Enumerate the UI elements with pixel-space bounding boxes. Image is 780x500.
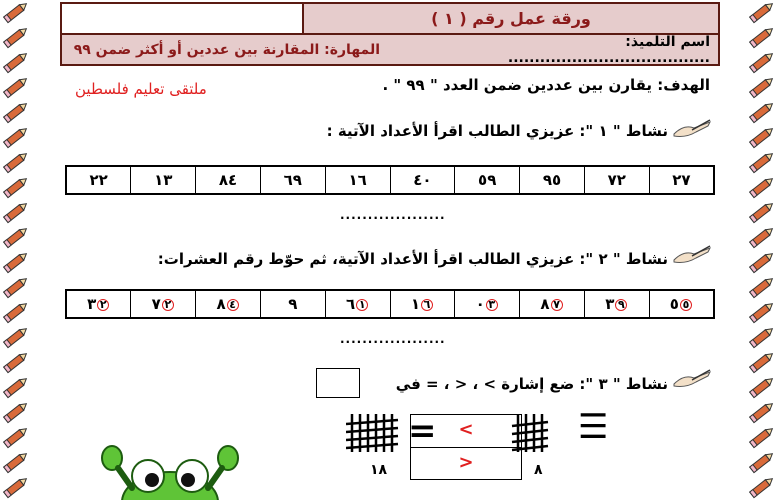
activity-1-title: نشاط " ١ ": عزيزي الطالب اقرأ الأعداد الآتية : <box>326 122 668 140</box>
number-cell[interactable] <box>260 290 325 318</box>
comparison-sign-2[interactable]: > <box>411 447 521 479</box>
pencil-icon <box>0 475 30 500</box>
units-digit: ٥ <box>669 295 679 313</box>
tens-digit: ٣ <box>486 299 498 311</box>
left-pencil-border <box>0 0 34 500</box>
pencil-icon <box>0 450 30 475</box>
units-digit: ٦ <box>346 295 356 313</box>
frog-mascot-icon <box>100 440 240 500</box>
pencil-icon <box>0 100 30 125</box>
student-name-label: اسم التلميذ: ...................................... <box>507 33 710 66</box>
number-cell: ٥٩ <box>455 166 520 194</box>
writing-hand-icon <box>672 368 712 390</box>
number-cell[interactable] <box>649 290 714 318</box>
pencil-icon <box>0 0 30 25</box>
pencil-icon <box>0 25 30 50</box>
pencil-icon <box>0 50 30 75</box>
units-digit: ٧ <box>151 295 161 313</box>
pencil-icon <box>746 50 776 75</box>
pencil-icon <box>746 25 776 50</box>
tens-digit: ٧ <box>551 299 563 311</box>
activity-2-numbers-table <box>65 289 715 319</box>
pencil-icon <box>746 200 776 225</box>
worksheet <box>40 0 740 500</box>
tally-count-left: ١٨ <box>370 462 388 478</box>
pencil-icon <box>0 200 30 225</box>
pencil-icon <box>0 125 30 150</box>
worksheet-header <box>60 2 720 66</box>
number-cell[interactable] <box>325 290 390 318</box>
pencil-icon <box>746 250 776 275</box>
equals-symbol: = <box>408 411 437 451</box>
number-cell: ٢٢ <box>66 166 131 194</box>
pencil-icon <box>0 300 30 325</box>
tens-digit: ٢ <box>97 299 109 311</box>
writing-hand-icon <box>672 118 712 140</box>
number-cell[interactable] <box>196 290 261 318</box>
worksheet-title: ورقة عمل رقم ( ١ ) <box>304 4 718 33</box>
pencil-icon <box>746 375 776 400</box>
tens-digit: ٥ <box>680 299 692 311</box>
tens-digit: ٤ <box>227 299 239 311</box>
right-pencil-border <box>746 0 780 500</box>
pencil-icon <box>0 400 30 425</box>
example-answer-box <box>316 368 360 398</box>
forum-credit: ملتقى تعليم فلسطين <box>75 80 207 98</box>
tally-count-right: ٨ <box>534 462 543 478</box>
pencil-icon <box>0 75 30 100</box>
number-cell[interactable] <box>584 290 649 318</box>
pencil-icon <box>746 175 776 200</box>
number-cell: ٤٠ <box>390 166 455 194</box>
pencil-icon <box>0 425 30 450</box>
pencil-icon <box>746 425 776 450</box>
pencil-icon <box>0 375 30 400</box>
number-cell: ١٦ <box>325 166 390 194</box>
units-digit: ٠ <box>475 295 485 313</box>
number-cell: ٨٤ <box>196 166 261 194</box>
pencil-icon <box>746 0 776 25</box>
tally-extra-marks: ☰ <box>578 407 609 447</box>
units-digit: ٨ <box>216 295 226 313</box>
pencil-icon <box>746 400 776 425</box>
number-cell[interactable] <box>455 290 520 318</box>
pencil-icon <box>0 150 30 175</box>
tens-digit: ٦ <box>421 299 433 311</box>
pencil-icon <box>746 450 776 475</box>
pencil-icon <box>746 150 776 175</box>
activity-2-title: نشاط " ٢ ": عزيزي الطالب اقرأ الأعداد الآتية، ثم حوّط رقم العشرات: <box>157 250 668 268</box>
units-digit: ١ <box>410 295 420 313</box>
units-digit: ٣ <box>87 295 97 313</box>
tally-marks-left <box>346 410 410 456</box>
pencil-icon <box>746 100 776 125</box>
pencil-icon <box>0 275 30 300</box>
tens-digit: ٩ <box>615 299 627 311</box>
pencil-icon <box>746 475 776 500</box>
pencil-icon <box>746 275 776 300</box>
pencil-icon <box>746 75 776 100</box>
tens-digit: ٢ <box>162 299 174 311</box>
number-cell: ٦٩ <box>260 166 325 194</box>
activity-3-title: نشاط " ٣ ": ضع إشارة > ، < ، = في <box>395 375 668 393</box>
number-cell: ٧٢ <box>584 166 649 194</box>
writing-hand-icon <box>672 244 712 266</box>
units-digit: ٣ <box>605 295 615 313</box>
separator-dots: ................... <box>340 332 446 346</box>
number-cell: ١٣ <box>131 166 196 194</box>
number-cell: ٢٧ <box>649 166 714 194</box>
skill-label: المهارة: المقارنة بين عددين أو أكثر ضمن ٩٩ <box>73 41 380 58</box>
pencil-icon <box>746 225 776 250</box>
separator-dots: ................... <box>340 208 446 222</box>
pencil-icon <box>0 325 30 350</box>
goal-text: الهدف: يقارن بين عددين ضمن العدد " ٩٩ " . <box>382 76 710 94</box>
number-cell[interactable] <box>390 290 455 318</box>
header-blank-cell <box>62 4 304 33</box>
tens-digit: ١ <box>356 299 368 311</box>
units-digit: ٨ <box>540 295 550 313</box>
pencil-icon <box>746 325 776 350</box>
pencil-icon <box>746 300 776 325</box>
pencil-icon <box>0 250 30 275</box>
number-cell[interactable] <box>520 290 585 318</box>
pencil-icon <box>0 225 30 250</box>
pencil-icon <box>0 175 30 200</box>
number-cell[interactable] <box>131 290 196 318</box>
number-cell[interactable] <box>66 290 131 318</box>
units-digit: ٩ <box>288 295 298 313</box>
pencil-icon <box>746 125 776 150</box>
number-cell: ٩٥ <box>520 166 585 194</box>
pencil-icon <box>0 350 30 375</box>
activity-1-numbers-table <box>65 165 715 195</box>
pencil-icon <box>746 350 776 375</box>
comparison-sign-1[interactable]: < <box>458 419 474 440</box>
